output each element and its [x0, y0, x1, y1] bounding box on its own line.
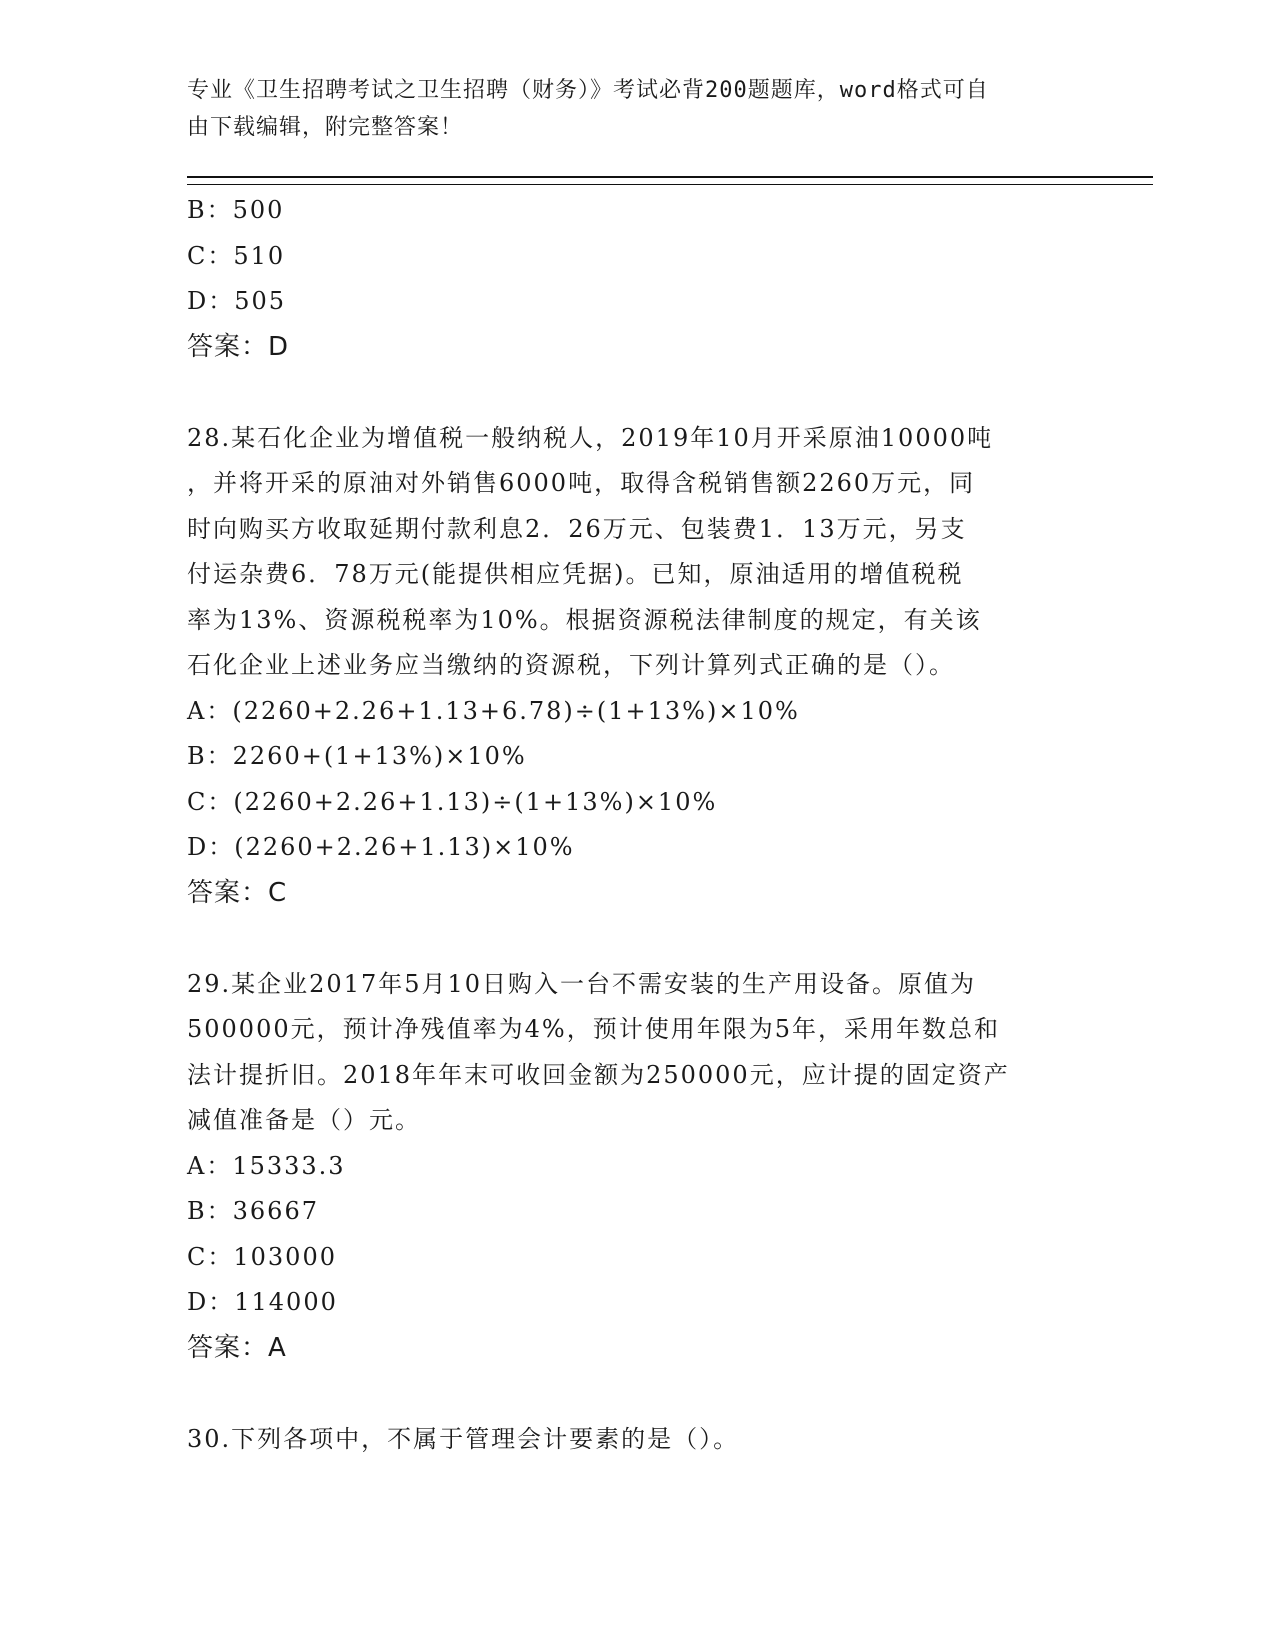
header-line-2: 由下载编辑，附完整答案！: [187, 115, 464, 140]
question-text-line: 率为13%、资源税税率为10%。根据资源税法律制度的规定，有关该: [187, 605, 982, 634]
question-text-line: 法计提折旧。2018年年末可收回金额为250000元，应计提的固定资产: [187, 1060, 1010, 1089]
document-header: [187, 72, 1067, 146]
question-29: [187, 962, 1087, 1372]
option-d: D：(2260+2.26+1.13)×10%: [187, 833, 575, 861]
option-c: C：103000: [187, 1242, 337, 1271]
question-text-line: 减值准备是（）元。: [187, 1106, 421, 1134]
question-text-line: 500000元，预计净残值率为4%，预计使用年限为5年，采用年数总和: [187, 1015, 1000, 1043]
document-body: [187, 188, 1087, 1462]
option-c: C：(2260+2.26+1.13)÷(1+13%)×10%: [187, 787, 718, 816]
answer-line: 答案：C: [187, 877, 288, 908]
option-c: C：510: [187, 241, 286, 270]
question-text-line: 时向购买方收取延期付款利息2．26万元、包装费1．13万元，另支: [187, 514, 967, 543]
spacer: [187, 916, 1087, 962]
option-a: A：(2260+2.26+1.13+6.78)÷(1+13%)×10%: [187, 696, 800, 725]
question-text-line: 付运杂费6．78万元(能提供相应凭据)。已知，原油适用的增值税税: [187, 560, 964, 588]
question-text-line: 29.某企业2017年5月10日购入一台不需安装的生产用设备。原值为: [187, 969, 977, 998]
option-b: B：36667: [187, 1197, 319, 1225]
answer-line: 答案：D: [187, 331, 290, 362]
question-28: [187, 416, 1087, 917]
spacer: [187, 1371, 1087, 1417]
answer-line: 答案：A: [187, 1332, 287, 1363]
option-d: D：505: [187, 287, 287, 315]
question-30: [187, 1417, 1087, 1463]
option-a: A：15333.3: [187, 1151, 346, 1180]
question-text-line: 28.某石化企业为增值税一般纳税人，2019年10月开采原油10000吨: [187, 423, 994, 452]
question-text-line: 30.下列各项中，不属于管理会计要素的是（）。: [187, 1424, 740, 1453]
option-b: B：2260+(1+13%)×10%: [187, 742, 527, 770]
previous-question-tail: [187, 188, 1087, 370]
question-text-line: 石化企业上述业务应当缴纳的资源税，下列计算列式正确的是（）。: [187, 651, 955, 679]
option-b: B：500: [187, 196, 285, 224]
spacer: [187, 370, 1087, 416]
option-d: D：114000: [187, 1288, 338, 1316]
question-text-line: ，并将开采的原油对外销售6000吨，取得含税销售额2260万元，同: [187, 469, 976, 497]
header-divider: [187, 176, 1153, 185]
header-line-1: 专业《卫生招聘考试之卫生招聘（财务）》考试必背200题题库，word格式可自: [187, 78, 989, 103]
